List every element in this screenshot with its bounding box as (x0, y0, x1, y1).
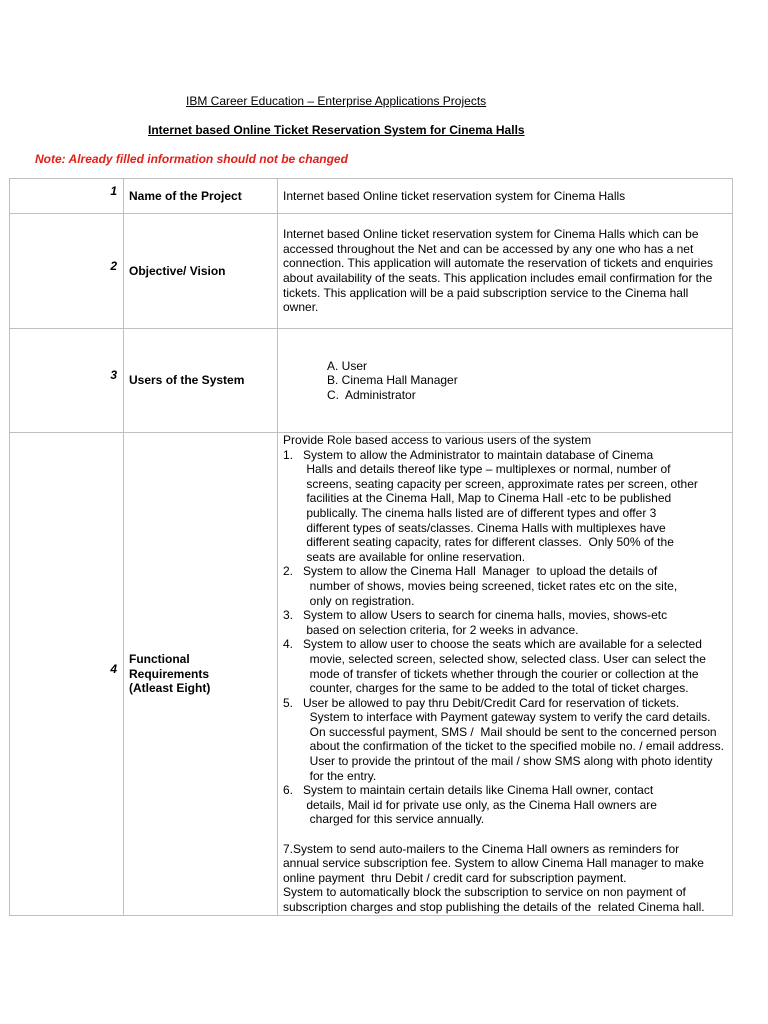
row-label: Users of the System (124, 329, 278, 433)
description-line: owner. (283, 300, 319, 315)
description-line: 6. System to maintain certain details like Cinema Hall owner, contact (283, 783, 654, 798)
list-item: B. Cinema Hall Manager (327, 373, 458, 388)
description-line: Provide Role based access to various users of the system (283, 433, 592, 447)
users-list (283, 359, 728, 403)
description-line: 5. User be allowed to pay thru Debit/Credit Card for reservation of tickets. (283, 695, 680, 710)
description-line: number of shows, movies being screened, ticket rates etc on the site, (283, 578, 678, 593)
table-row (10, 433, 733, 916)
document-title: Internet based Online Ticket Reservation System for Cinema Halls (148, 123, 525, 137)
project-spec-table (9, 178, 733, 916)
row-label-line: (Atleast Eight) (129, 681, 211, 696)
table-row (10, 179, 733, 214)
description-line: mode of transfer of tickets whether through the courier or collection at the (283, 666, 699, 681)
description-line: for the entry. (283, 768, 377, 783)
description-line: System to automatically block the subscription to service on non payment of (283, 885, 686, 900)
document-header: IBM Career Education – Enterprise Applications Projects (186, 94, 487, 108)
description-line: about the confirmation of the ticket to the specified mobile no. / email address. (283, 739, 724, 754)
row-number: 3 (10, 329, 124, 433)
description-line (283, 827, 728, 842)
row-label (124, 433, 278, 916)
description-line: 4. System to allow user to choose the seats which are available for a selected (283, 637, 702, 652)
description-line: subscription charges and stop publishing the details of the related Cinema hall. (283, 900, 705, 914)
row-label: Objective/ Vision (124, 214, 278, 329)
description-line: connection. This application will automate the reservation of tickets and enquiries (283, 256, 714, 271)
description-line: screens, seating capacity per screen, approximate rates per screen, other (283, 476, 698, 491)
row-label: Name of the Project (124, 179, 278, 214)
row-label-line: Requirements (129, 666, 210, 681)
description-line: 3. System to allow Users to search for cinema halls, movies, shows-etc (283, 608, 668, 623)
description-line: User to provide the printout of the mail / show SMS along with photo identity (283, 754, 713, 769)
description-line: movie, selected screen, selected show, selected class. User can select the (283, 651, 706, 666)
description-line: based on selection criteria, for 2 weeks in advance. (283, 622, 579, 637)
description-line: System to interface with Payment gateway system to verify the card details. (283, 710, 711, 725)
row-description (278, 433, 733, 916)
note-warning: Note: Already filled information should not be changed (35, 152, 348, 166)
row-number: 4 (10, 433, 124, 916)
description-line: 2. System to allow the Cinema Hall Manager to upload the details of (283, 564, 658, 579)
description-line: details, Mail id for private use only, as the Cinema Hall owners are (283, 797, 657, 812)
description-line: Internet based Online ticket reservation system for Cinema Halls which can be (283, 227, 699, 242)
row-description (278, 329, 733, 433)
description-line: 1. System to allow the Administrator to maintain database of Cinema (283, 447, 654, 462)
description-line: Internet based Online ticket reservation system for Cinema Halls (283, 188, 626, 203)
description-line: On successful payment, SMS / Mail should be sent to the concerned person (283, 724, 717, 739)
description-line: publically. The cinema halls listed are of different types and offer 3 (283, 505, 657, 520)
row-label-line: Functional (129, 651, 190, 666)
description-line: only on registration. (283, 593, 415, 608)
description-line: 7.System to send auto-mailers to the Cinema Hall owners as reminders for (283, 841, 680, 856)
list-item: C. Administrator (327, 387, 416, 402)
description-line: online payment thru Debit / credit card for subscription payment. (283, 870, 627, 885)
row-description (278, 214, 733, 329)
table-row (10, 214, 733, 329)
description-line: facilities at the Cinema Hall, Map to Cinema Hall -etc to be published (283, 491, 672, 506)
list-item: A. User (327, 358, 368, 373)
description-line: counter, charges for the same to be added to the total of ticket charges. (283, 681, 689, 696)
description-line: different types of seats/classes. Cinema Halls with multiplexes have (283, 520, 666, 535)
row-number: 1 (10, 179, 124, 214)
description-line: annual service subscription fee. System to allow Cinema Hall manager to make (283, 856, 704, 871)
description-line: about availability of the seats. This application includes email confirmation for the (283, 271, 713, 285)
row-description (278, 179, 733, 214)
table-row (10, 329, 733, 433)
description-line: tickets. This application will be a paid subscription service to the Cinema hall (283, 285, 689, 300)
description-line: seats are available for online reservation. (283, 549, 526, 564)
description-line: charged for this service annually. (283, 812, 485, 827)
description-line: Halls and details thereof like type – multiplexes or normal, number of (283, 462, 671, 477)
row-number: 2 (10, 214, 124, 329)
description-line: accessed throughout the Net and can be accessed by any one who has a net (283, 241, 694, 256)
description-line: different seating capacity, rates for different classes. Only 50% of the (283, 535, 674, 550)
